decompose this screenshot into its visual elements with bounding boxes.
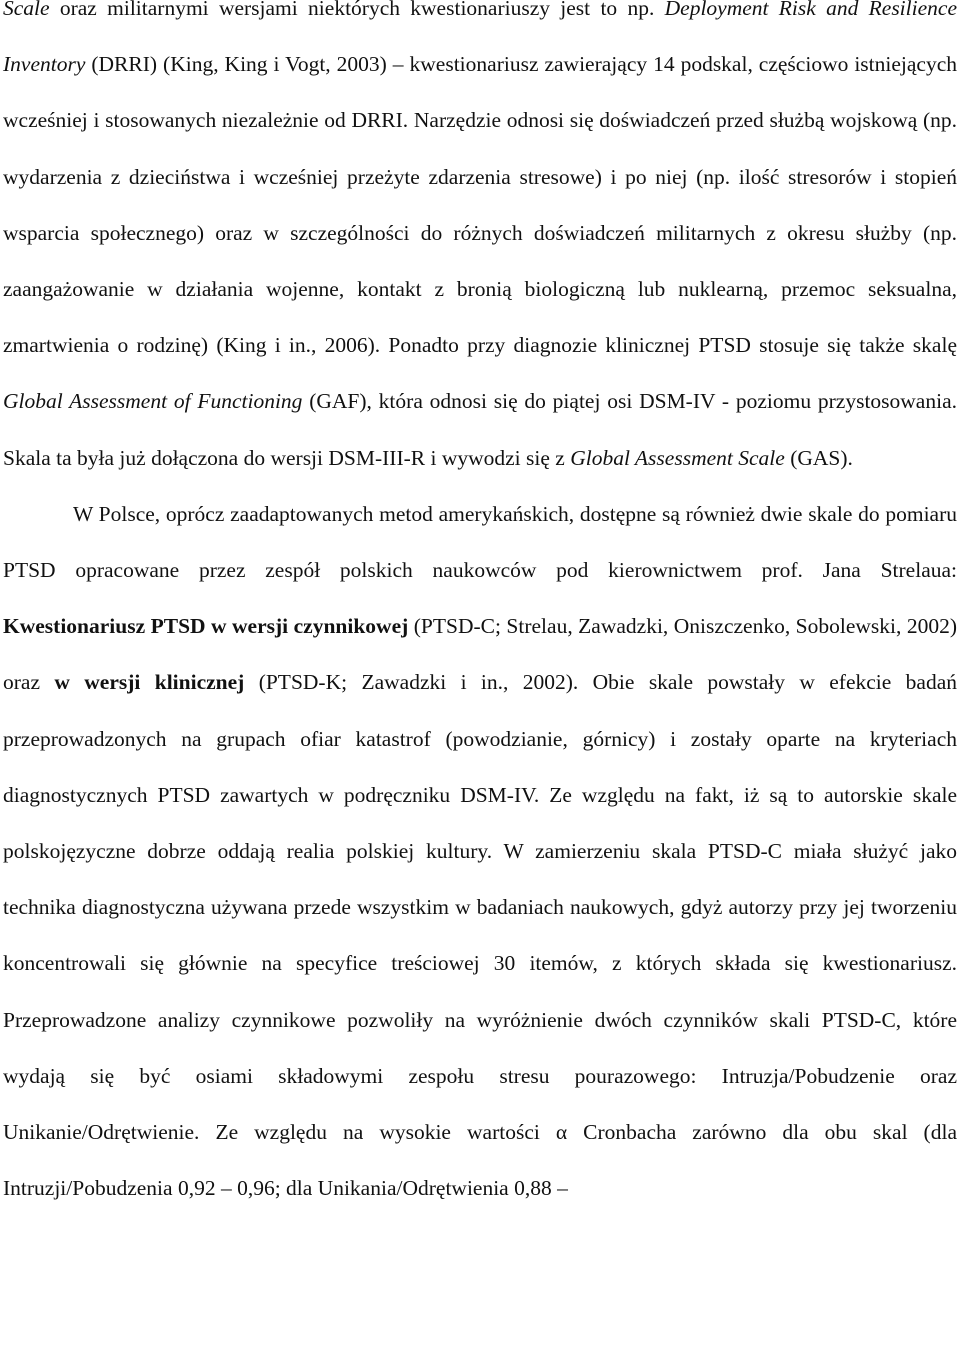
italic-text: Scale: [3, 0, 50, 20]
paragraph-gaf-drri: [3, 0, 957, 486]
bold-text: Kwestionariusz PTSD w wersji czynnikowej: [3, 614, 409, 639]
italic-text: Deployment Risk and Resilience Inventory: [3, 0, 957, 77]
text-run: (DRRI) (King, King i Vogt, 2003) – kwestionariusz zawierający 14 podskal, częściowo istniejących wcześniej i stosowanych niezależnie od DRRI. Narzędzie odnosi się doświadczeń przed służbą wojskową (np. wydarzenia z dzieciństwa i wcześniej przeżyte zdarzenia stresowe) i po niej (np. ilość stresorów i stopień wsparcia społecznego) oraz w szczególności do różnych doświadczeń militarnych z okresu służby (np. zaangażowanie w działania wojenne, kontakt z bronią biologiczną lub nuklearną, przemoc seksualna, zmartwienia o rodzinę) (King i in., 2006). Ponadto przy diagnozie klinicznej PTSD stosuje się także skalę: [3, 52, 957, 358]
text-run: (GAS).: [784, 445, 853, 470]
text-run: (GAF), która odnosi się do piątej osi DSM-IV - poziomu przystosowania. Skala ta była już dołączona do wersji DSM-III-R i wywodzi się z: [3, 389, 957, 470]
italic-text: Global Assessment of Functioning: [3, 389, 303, 414]
text-run: W Polsce, oprócz zaadaptowanych metod amerykańskich, dostępne są również dwie skale do pomiaru PTSD opracowane przez zespół polskich naukowców pod kierownictwem prof. Jana Strelaua:: [3, 501, 957, 583]
text-run: oraz militarnymi wersjami niektórych kwestionariuszy jest to np.: [49, 0, 665, 20]
bold-text: w wersji klinicznej: [54, 670, 245, 695]
paragraph-polish-scales: [3, 486, 957, 1217]
document-page: [3, 0, 957, 1216]
text-run: (PTSD-C; Strelau, Zawadzki, Oniszczenko, Sobolewski, 2002) oraz: [3, 614, 958, 695]
text-run: (PTSD-K; Zawadzki i in., 2002). Obie skale powstały w efekcie badań przeprowadzonych na grupach ofiar katastrof (powodzianie, górnicy) i zostały oparte na kryteriach diagnostycznych PTSD zawartych w podręczniku DSM-IV. Ze względu na fakt, iż są to autorskie skale polskojęzyczne dobrze oddają realia polskiej kultury. W zamierzeniu skala PTSD-C miała służyć jako technika diagnostyczna używana przede wszystkim w badaniach naukowych, gdyż autorzy przy jej tworzeniu koncentrowali się głównie na specyfice treściowej 30 itemów, z których składa się kwestionariusz. Przeprowadzone analizy czynnikowe pozwoliły na wyróżnienie dwóch czynników skali PTSD-C, które wydają się być osiami składowymi zespołu stresu pourazowego: Intruzja/Pobudzenie oraz Unikanie/Odrętwienie. Ze względu na wysokie wartości α Cronbacha zarówno dla obu skal (dla Intruzji/Pobudzenia 0,92 – 0,96; dla Unikania/Odrętwienia 0,88 –: [3, 670, 958, 1201]
italic-text: Global Assessment Scale: [570, 445, 785, 470]
